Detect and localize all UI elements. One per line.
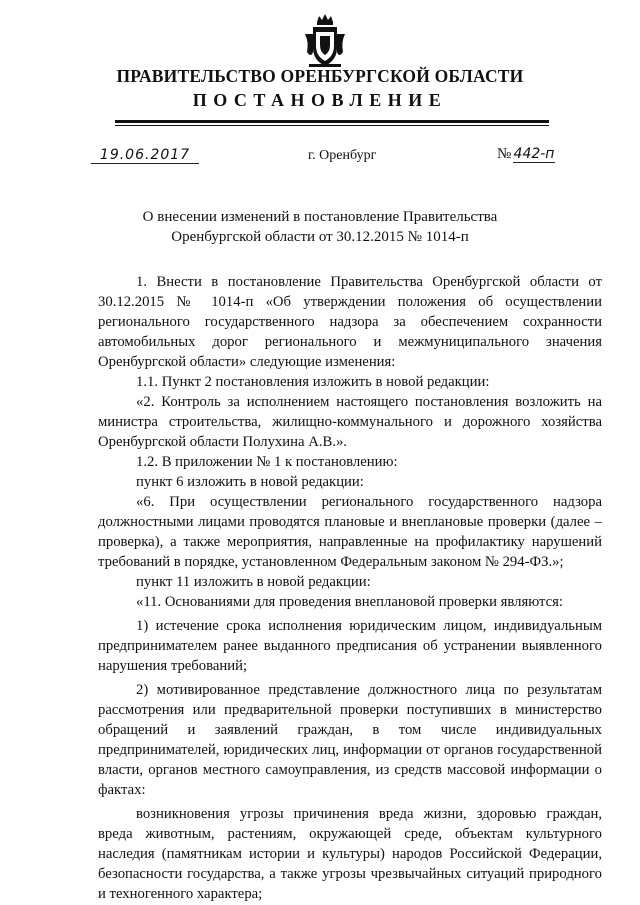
paragraph: 2) мотивированное представление должностного лица по результатам рассмотрения или предварительной проверки поступивших в министерство обращений и заявлений граждан, в том числе индивидуальных предпринимателей, юридических лиц, информации от органов государственной власти, органов местного самоуправления, из средств массовой информации о фактах:: [98, 682, 602, 798]
paragraph: 1.2. В приложении № 1 к постановлению:: [136, 454, 398, 470]
subject-line: О внесении изменений в постановление Правительства: [142, 209, 498, 225]
government-title: ПРАВИТЕЛЬСТВО ОРЕНБУРГСКОЙ ОБЛАСТИ: [116, 66, 524, 86]
subject-line: Оренбургской области от 30.12.2015 № 1014-п: [171, 229, 469, 245]
coat-of-arms-icon: [303, 12, 347, 70]
number-sign: №: [497, 146, 512, 162]
paragraph: «2. Контроль за исполнением настоящего постановления возложить на министра строительства, жилищно-коммунального и дорожного хозяйства Оренбургской области Полухина А.В.».: [98, 394, 602, 450]
header-rule-thick: [115, 120, 549, 123]
paragraph: «11. Основаниями для проведения внеплановой проверки являются:: [136, 594, 563, 610]
paragraph: 1) истечение срока исполнения юридическим лицом, индивидуальным предпринимателем ранее выданного предписания об устранении выявленного нарушения требований;: [98, 618, 602, 674]
paragraph: пункт 11 изложить в новой редакции:: [136, 574, 371, 590]
paragraph: «6. При осуществлении регионального государственного надзора должностными лицами проводятся плановые и внеплановые проверки (далее – проверка), а также мероприятия, направленные на профилактику нарушений требований в порядке, установленном Федеральным законом № 294-ФЗ.»;: [98, 494, 602, 570]
document-city: г. Оренбург: [308, 148, 377, 163]
paragraph: возникновения угрозы причинения вреда жизни, здоровью граждан, вреда животным, растениям, окружающей среде, объектам культурного наследия (памятникам истории и культуры) народов Российской Федерации, безопасности государства, а также угрозы чрезвычайных ситуаций природного и техногенного характера;: [98, 806, 602, 902]
document-number: 442-п: [513, 146, 555, 162]
document-date: 19.06.2017: [91, 147, 199, 164]
paragraph: 1.1. Пункт 2 постановления изложить в новой редакции:: [136, 374, 490, 390]
document-subject: [0, 207, 640, 247]
document-body: [98, 272, 602, 904]
document-type: ПОСТАНОВЛЕНИЕ: [192, 90, 448, 110]
paragraph: пункт 6 изложить в новой редакции:: [136, 474, 364, 490]
paragraph: 1. Внести в постановление Правительства Оренбургской области от 30.12.2015 № 1014-п «Об утверждении положения об осуществлении регионального государственного надзора за обеспечением сохранности автомобильных дорог регионального и межмуниципального значения Оренбургской области» следующие изменения:: [98, 274, 602, 370]
header-rule-thin: [115, 125, 549, 126]
